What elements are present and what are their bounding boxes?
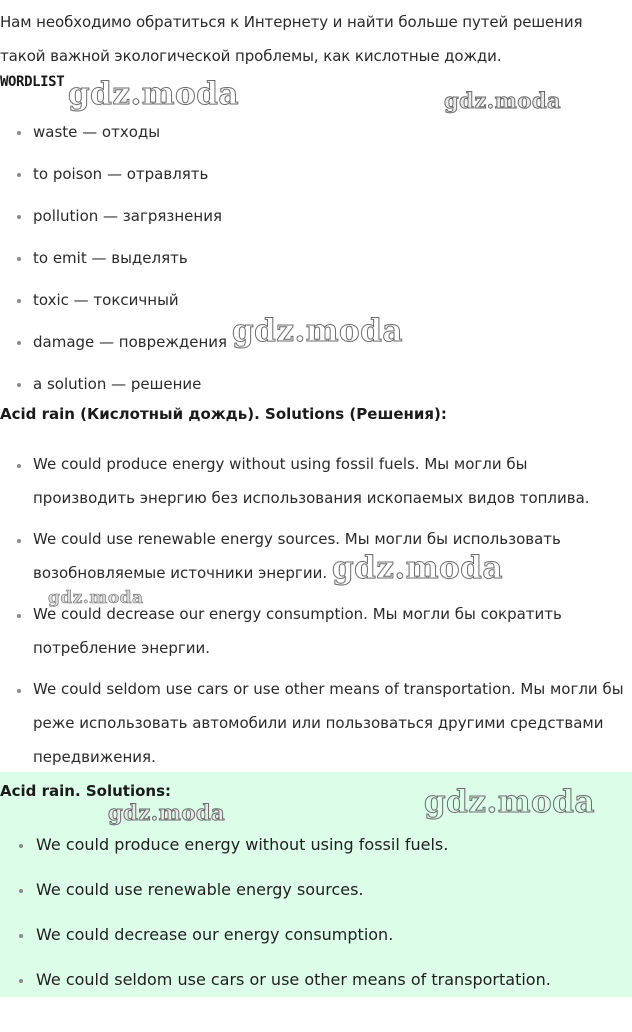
list-item: waste — отходы bbox=[0, 113, 227, 155]
list-item: toxic — токсичный bbox=[0, 281, 227, 323]
solutions-answer-list bbox=[0, 827, 551, 1007]
watermark: gdz.moda bbox=[424, 784, 595, 820]
watermark: gdz.moda bbox=[108, 800, 226, 825]
list-item: We could seldom use cars or use other means of transportation. Мы могли бы реже использовать автомобили или пользоваться другими средствами передвижения. bbox=[0, 672, 632, 774]
list-item: We could use renewable energy sources. Мы могли бы использовать возобновляемые источники энергии. bbox=[0, 522, 632, 590]
answer-heading: Acid rain. Solutions: bbox=[0, 782, 172, 800]
list-item: to emit — выделять bbox=[0, 239, 227, 281]
list-item: pollution — загрязнения bbox=[0, 197, 227, 239]
watermark: gdz.moda bbox=[444, 88, 562, 113]
list-item: a solution — решение bbox=[0, 365, 227, 407]
list-item: We could decrease our energy consumption. bbox=[0, 917, 551, 962]
watermark: gdz.moda bbox=[68, 76, 239, 112]
watermark: gdz.moda bbox=[48, 588, 144, 608]
solutions-translated-list bbox=[0, 447, 632, 781]
list-item: damage — повреждения bbox=[0, 323, 227, 365]
list-item: We could seldom use cars or use other means of transportation. bbox=[0, 962, 551, 1007]
acid-rain-heading: Acid rain (Кислотный дождь). Solutions (Решения): bbox=[0, 405, 447, 423]
watermark: gdz.moda bbox=[332, 550, 503, 586]
list-item: We could produce energy without using fossil fuels. bbox=[0, 827, 551, 872]
list-item: We could produce energy without using fossil fuels. Мы могли бы производить энергию без использования ископаемых видов топлива. bbox=[0, 447, 632, 515]
wordlist-heading: WORDLIST bbox=[0, 74, 65, 90]
watermark: gdz.moda bbox=[232, 313, 403, 349]
list-item: to poison — отравлять bbox=[0, 155, 227, 197]
list-item: We could use renewable energy sources. bbox=[0, 872, 551, 917]
intro-paragraph: Нам необходимо обратиться к Интернету и найти больше путей решения такой важной экологической проблемы, как кислотные дожди. bbox=[0, 13, 583, 65]
wordlist bbox=[0, 113, 227, 407]
list-item: We could decrease our energy consumption. Мы могли бы сократить потребление энергии. bbox=[0, 597, 632, 665]
